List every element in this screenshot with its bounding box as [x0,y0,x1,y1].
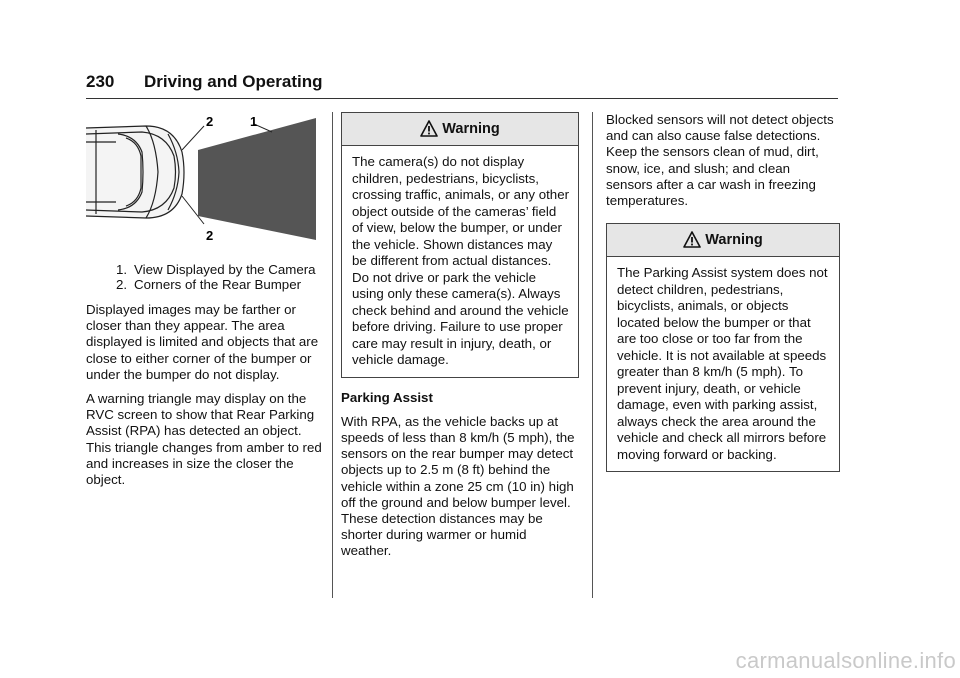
car-rear-illustration [86,126,184,218]
callout-2-bottom: 2 [206,228,214,243]
column-2 [341,112,579,568]
paragraph-displayed-images: Displayed images may be farther or closer than they appear. The area displayed is limited and objects that are close to either corner of the bumper or under the bumper do not display. [86,302,319,382]
column-1 [86,112,322,496]
page-number: 230 [86,72,115,91]
warning-text: The Parking Assist system does not detect children, pedestrians, bicyclists, animals, or objects located below the bumper or that are too close or too far from the vehicle. It is not available at speeds greater than 8 km/h (5 mph). To prevent injury, death, or vehicle damage, even with parking assist, always check the area around the vehicle and check all mirrors before moving forward or backing. [617,265,828,462]
paragraph-warning-triangle: A warning triangle may display on the RVC screen to show that Rear Parking Assist (RPA) has detected an object. This triangle changes from amber to red and increases in size the closer the object. [86,391,322,488]
camera-warning-box [341,112,579,378]
camera-view-area [198,118,316,240]
section-title: Driving and Operating [144,72,323,91]
paragraph-parking-assist: With RPA, as the vehicle backs up at speeds of less than 8 km/h (5 mph), the sensors on the rear bumper may detect objects up to 2.5 m (8 ft) behind the vehicle within a zone 25 cm (10 in) high off the ground and below bumper level. These detection distances may be shorter during warmer or humid weather. [341,413,575,559]
paragraph-blocked-sensors: Blocked sensors will not detect objects and can also cause false detections. Keep the sensors clean of mud, dirt, snow, ice, and slush; and clean sensors after a car wash in freezing temperatures. [606,112,834,209]
rear-camera-diagram [86,112,322,252]
parking-assist-warning-box [606,223,840,472]
warning-text: The camera(s) do not display children, pedestrians, bicyclists, crossing traffic, animals, or any other object outside of the cameras’ field of view, below the bumper, or under the vehicle. Shown distances may be different from actual distances. Do not drive or park the vehicle using only these camera(s). Always check behind and around the vehicle before driving. Failure to use proper care may result in injury, death, or vehicle damage. [352,154,570,367]
parking-assist-heading: Parking Assist [341,389,433,405]
warning-title: Warning [705,232,763,249]
warning-icon [683,231,701,249]
callout-2-top: 2 [206,114,214,129]
warning-title: Warning [442,120,500,137]
column-divider-left [332,112,333,598]
column-divider-right [592,112,593,598]
warning-icon [420,120,438,138]
warning-header [342,113,578,146]
list-item: 1. View Displayed by the Camera [116,262,316,277]
callout-1: 1 [250,114,258,129]
warning-header [607,224,839,257]
leader-line-2-top [182,126,204,150]
column-3 [606,112,840,484]
list-item: 2. Corners of the Rear Bumper [116,277,302,292]
rear-camera-figure [86,112,322,252]
page-header [86,70,838,99]
watermark: carmanualsonline.info [735,648,956,673]
callout-list [86,262,322,292]
